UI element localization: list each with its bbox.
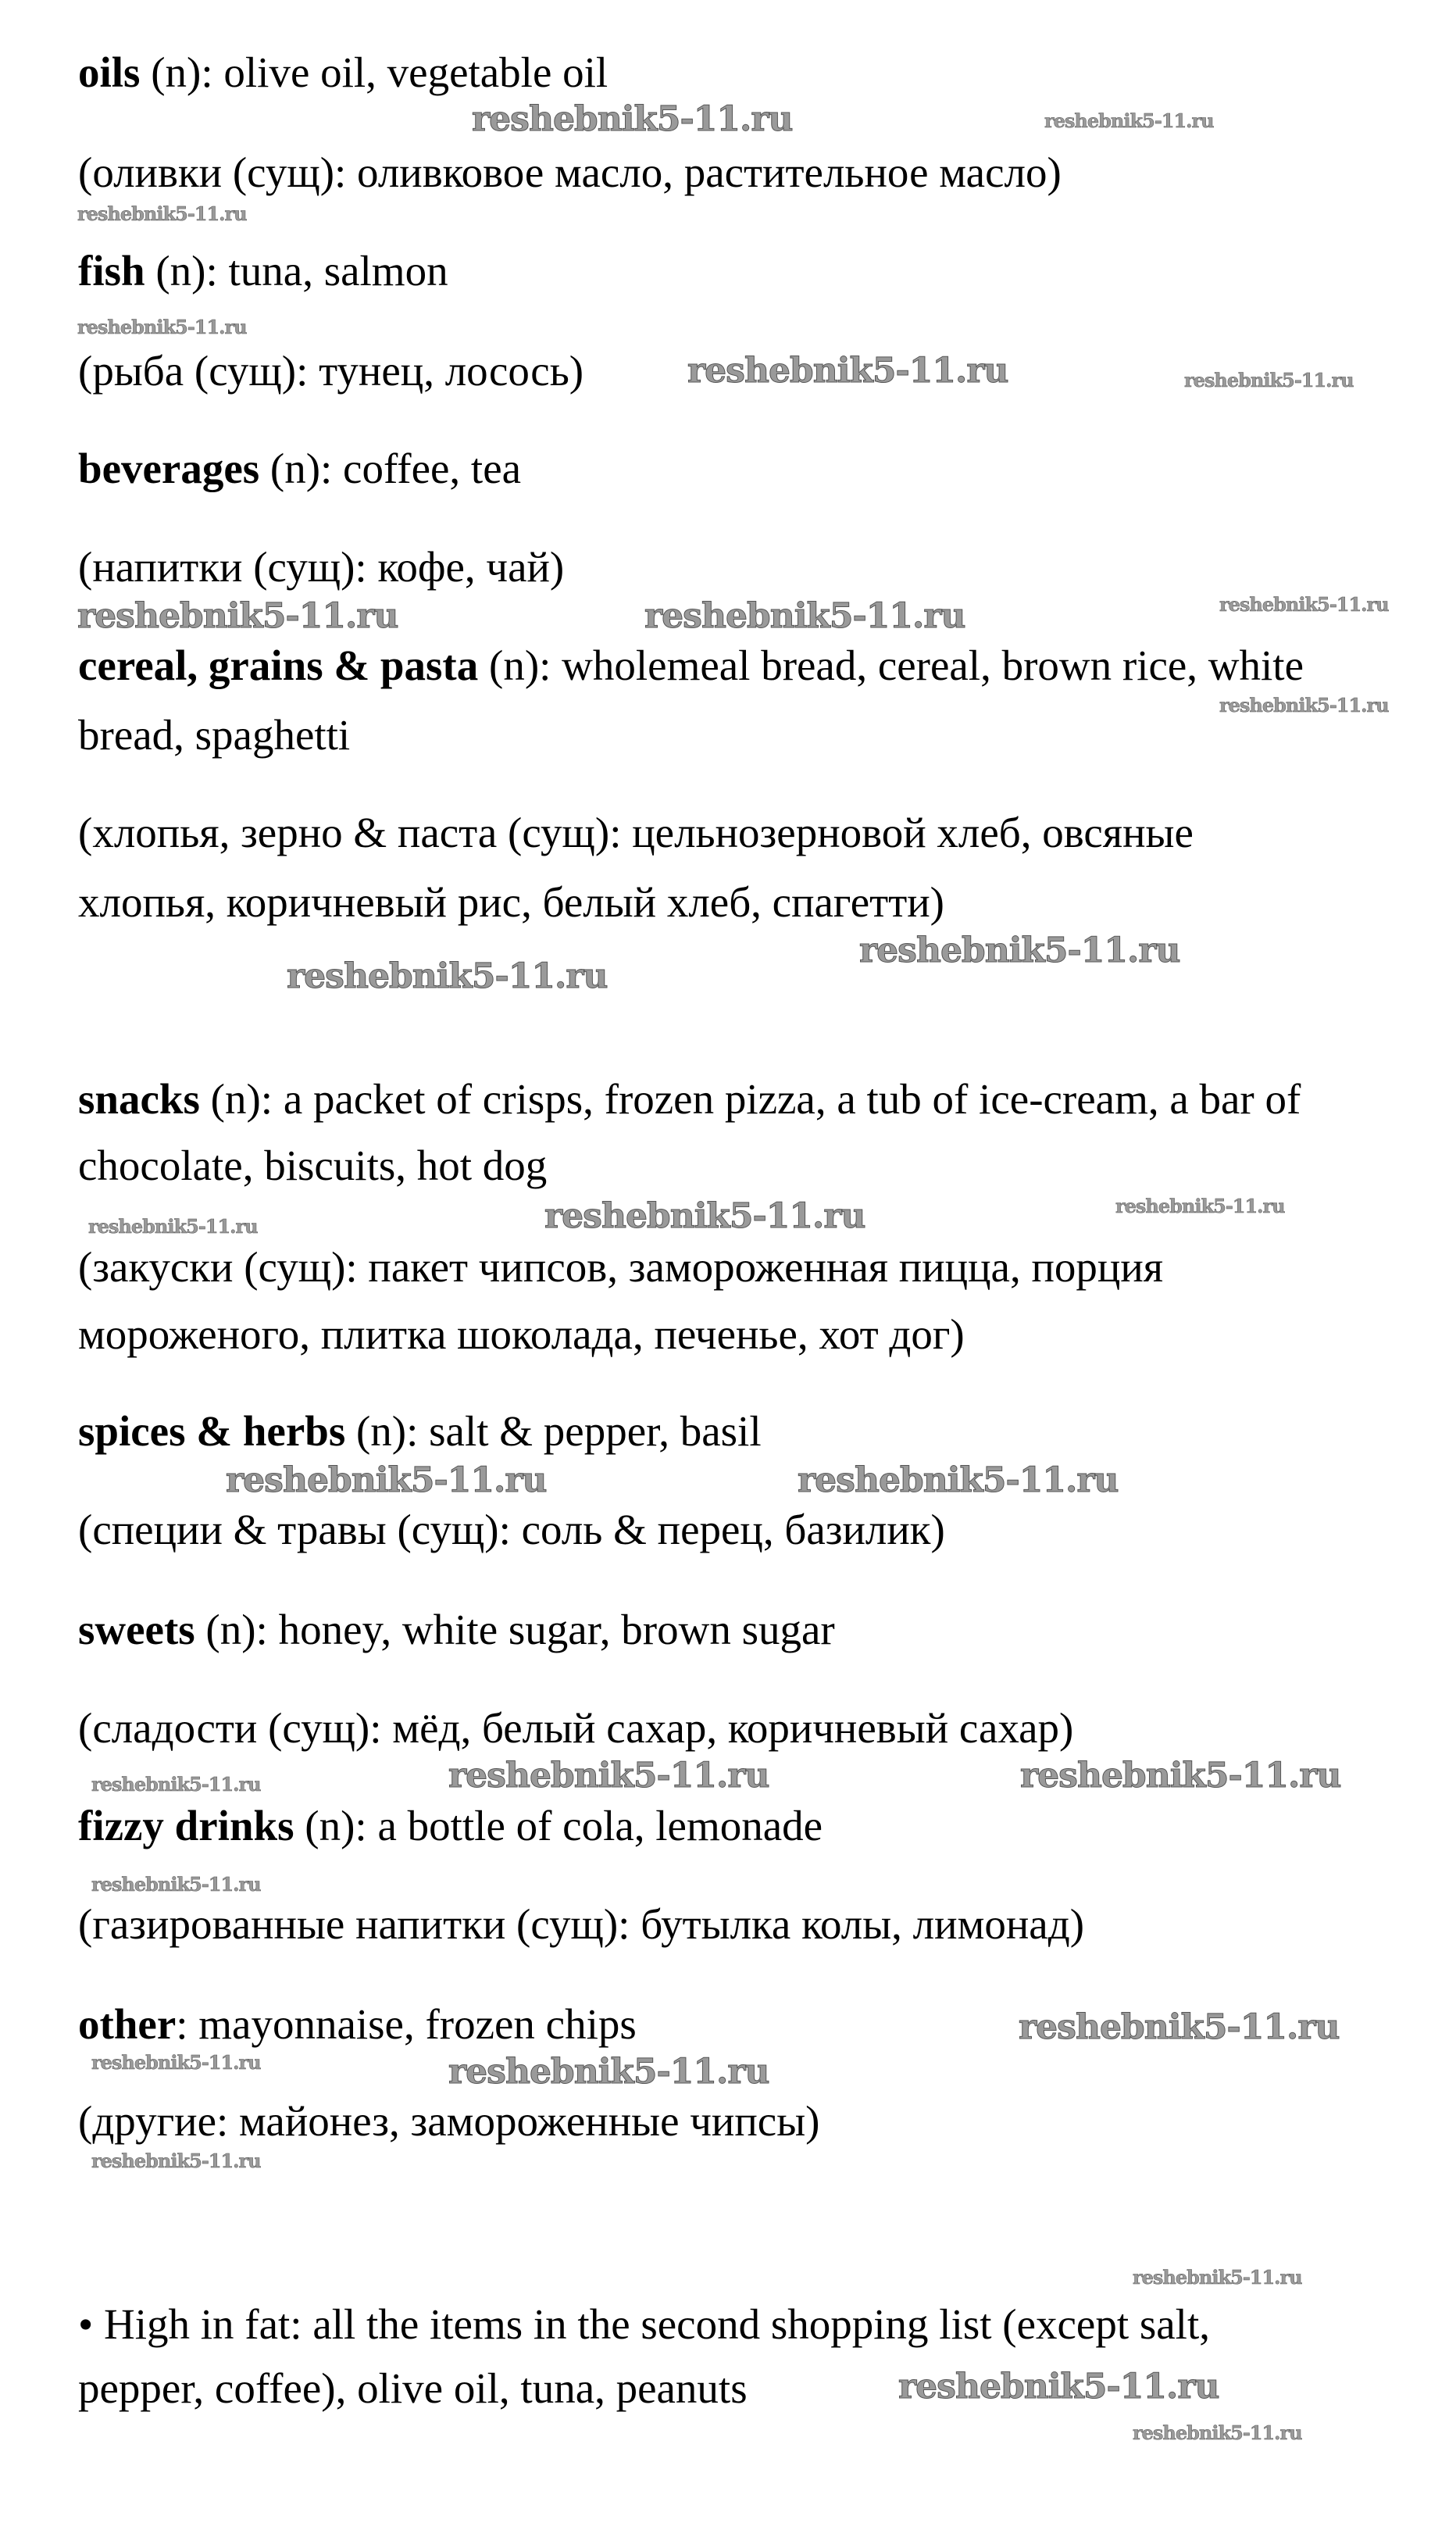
- definition: (оливки (сущ): оливковое масло, растительное масло): [78, 148, 1062, 196]
- definition: (хлопья, зерно & паста (сущ): цельнозерновой хлеб, овсяные: [78, 809, 1194, 856]
- term: fish: [78, 247, 145, 295]
- definition: мороженого, плитка шоколада, печенье, хот дог): [78, 1310, 965, 1358]
- watermark: reshebnik5-11.ru: [898, 2367, 1219, 2407]
- term: oils: [78, 48, 141, 96]
- term: sweets: [78, 1606, 195, 1653]
- definition: pepper, coffee), olive oil, tuna, peanuts: [78, 2364, 748, 2412]
- definition: (n): honey, white sugar, brown sugar: [194, 1606, 835, 1653]
- watermark: reshebnik5-11.ru: [1020, 1756, 1341, 1796]
- definition: (другие: майонез, замороженные чипсы): [78, 2097, 820, 2145]
- translation-snacks: [78, 1242, 1163, 1292]
- entry-snacks-cont: [78, 1141, 547, 1191]
- watermark: reshebnik5-11.ru: [1019, 2007, 1340, 2047]
- term: snacks: [78, 1075, 200, 1123]
- watermark: reshebnik5-11.ru: [687, 351, 1008, 391]
- entry-cereal-cont: [78, 710, 350, 760]
- watermark: reshebnik5-11.ru: [77, 316, 247, 338]
- watermark: reshebnik5-11.ru: [859, 931, 1180, 970]
- definition: (n): a bottle of cola, lemonade: [294, 1802, 823, 1849]
- definition: (n): wholemeal bread, cereal, brown rice, white: [478, 641, 1304, 689]
- watermark: reshebnik5-11.ru: [1115, 1195, 1285, 1217]
- translation-oils: [78, 148, 1062, 198]
- definition: bread, spaghetti: [78, 711, 351, 759]
- entry-spices: [78, 1406, 762, 1456]
- definition: (n): tuna, salmon: [145, 247, 448, 295]
- entry-snacks: [78, 1074, 1301, 1124]
- bullet-high-in-fat-cont: [78, 2364, 748, 2414]
- translation-spices: [78, 1505, 945, 1555]
- definition: (специи & травы (сущ): соль & перец, базилик): [78, 1506, 945, 1553]
- definition: (сладости (сущ): мёд, белый сахар, коричневый сахар): [78, 1704, 1074, 1752]
- watermark: reshebnik5-11.ru: [448, 2052, 769, 2092]
- definition: (n): a packet of crisps, frozen pizza, a tub of ice-cream, a bar of: [199, 1075, 1301, 1123]
- watermark: reshebnik5-11.ru: [77, 596, 398, 636]
- term: other: [78, 2000, 177, 2048]
- definition: (n): olive oil, vegetable oil: [140, 48, 608, 96]
- translation-cereal-cont: [78, 877, 944, 927]
- watermark: reshebnik5-11.ru: [472, 99, 793, 139]
- definition: хлопья, коричневый рис, белый хлеб, спагетти): [78, 878, 944, 926]
- definition: (напитки (сущ): кофе, чай): [78, 543, 565, 591]
- definition: • High in fat: all the items in the second shopping list (except salt,: [78, 2300, 1210, 2348]
- definition: chocolate, biscuits, hot dog: [78, 1142, 548, 1189]
- translation-fizzy-drinks: [78, 1899, 1084, 1949]
- definition: : mayonnaise, frozen chips: [176, 2000, 637, 2048]
- entry-fish: [78, 246, 448, 296]
- translation-other: [78, 2096, 819, 2146]
- watermark: reshebnik5-11.ru: [644, 596, 965, 636]
- definition: (закуски (сущ): пакет чипсов, замороженная пицца, порция: [78, 1243, 1164, 1291]
- entry-fizzy-drinks: [78, 1801, 823, 1851]
- watermark: reshebnik5-11.ru: [91, 2149, 261, 2172]
- definition: (n): salt & pepper, basil: [345, 1407, 762, 1455]
- translation-beverages: [78, 542, 564, 592]
- watermark: reshebnik5-11.ru: [1184, 369, 1354, 391]
- term: spices & herbs: [78, 1407, 346, 1455]
- translation-cereal: [78, 808, 1194, 858]
- definition: (рыба (сущ): тунец, лосось): [78, 347, 584, 395]
- watermark: reshebnik5-11.ru: [1219, 593, 1389, 616]
- watermark: reshebnik5-11.ru: [544, 1196, 865, 1236]
- watermark: reshebnik5-11.ru: [226, 1460, 547, 1500]
- watermark: reshebnik5-11.ru: [448, 1756, 769, 1796]
- watermark: reshebnik5-11.ru: [798, 1460, 1119, 1500]
- watermark: reshebnik5-11.ru: [91, 2051, 261, 2074]
- term: cereal, grains & pasta: [78, 641, 479, 689]
- watermark: reshebnik5-11.ru: [1133, 2421, 1302, 2444]
- watermark: reshebnik5-11.ru: [1133, 2266, 1302, 2289]
- watermark: reshebnik5-11.ru: [88, 1215, 258, 1238]
- watermark: reshebnik5-11.ru: [1219, 694, 1389, 716]
- watermark: reshebnik5-11.ru: [1044, 109, 1214, 132]
- entry-other: [78, 1999, 637, 2049]
- definition: (газированные напитки (сущ): бутылка колы, лимонад): [78, 1900, 1085, 1948]
- translation-snacks-cont: [78, 1310, 965, 1360]
- entry-oils: [78, 48, 608, 98]
- term: fizzy drinks: [78, 1802, 294, 1849]
- translation-fish: [78, 346, 583, 396]
- translation-sweets: [78, 1703, 1073, 1753]
- entry-beverages: [78, 444, 521, 494]
- watermark: reshebnik5-11.ru: [77, 202, 247, 225]
- bullet-high-in-fat: [78, 2300, 1210, 2350]
- definition: (n): coffee, tea: [259, 445, 522, 492]
- watermark: reshebnik5-11.ru: [287, 956, 608, 996]
- entry-sweets: [78, 1605, 835, 1655]
- entry-cereal: [78, 641, 1304, 691]
- term: beverages: [78, 445, 260, 492]
- watermark: reshebnik5-11.ru: [91, 1873, 261, 1896]
- watermark: reshebnik5-11.ru: [91, 1773, 261, 1796]
